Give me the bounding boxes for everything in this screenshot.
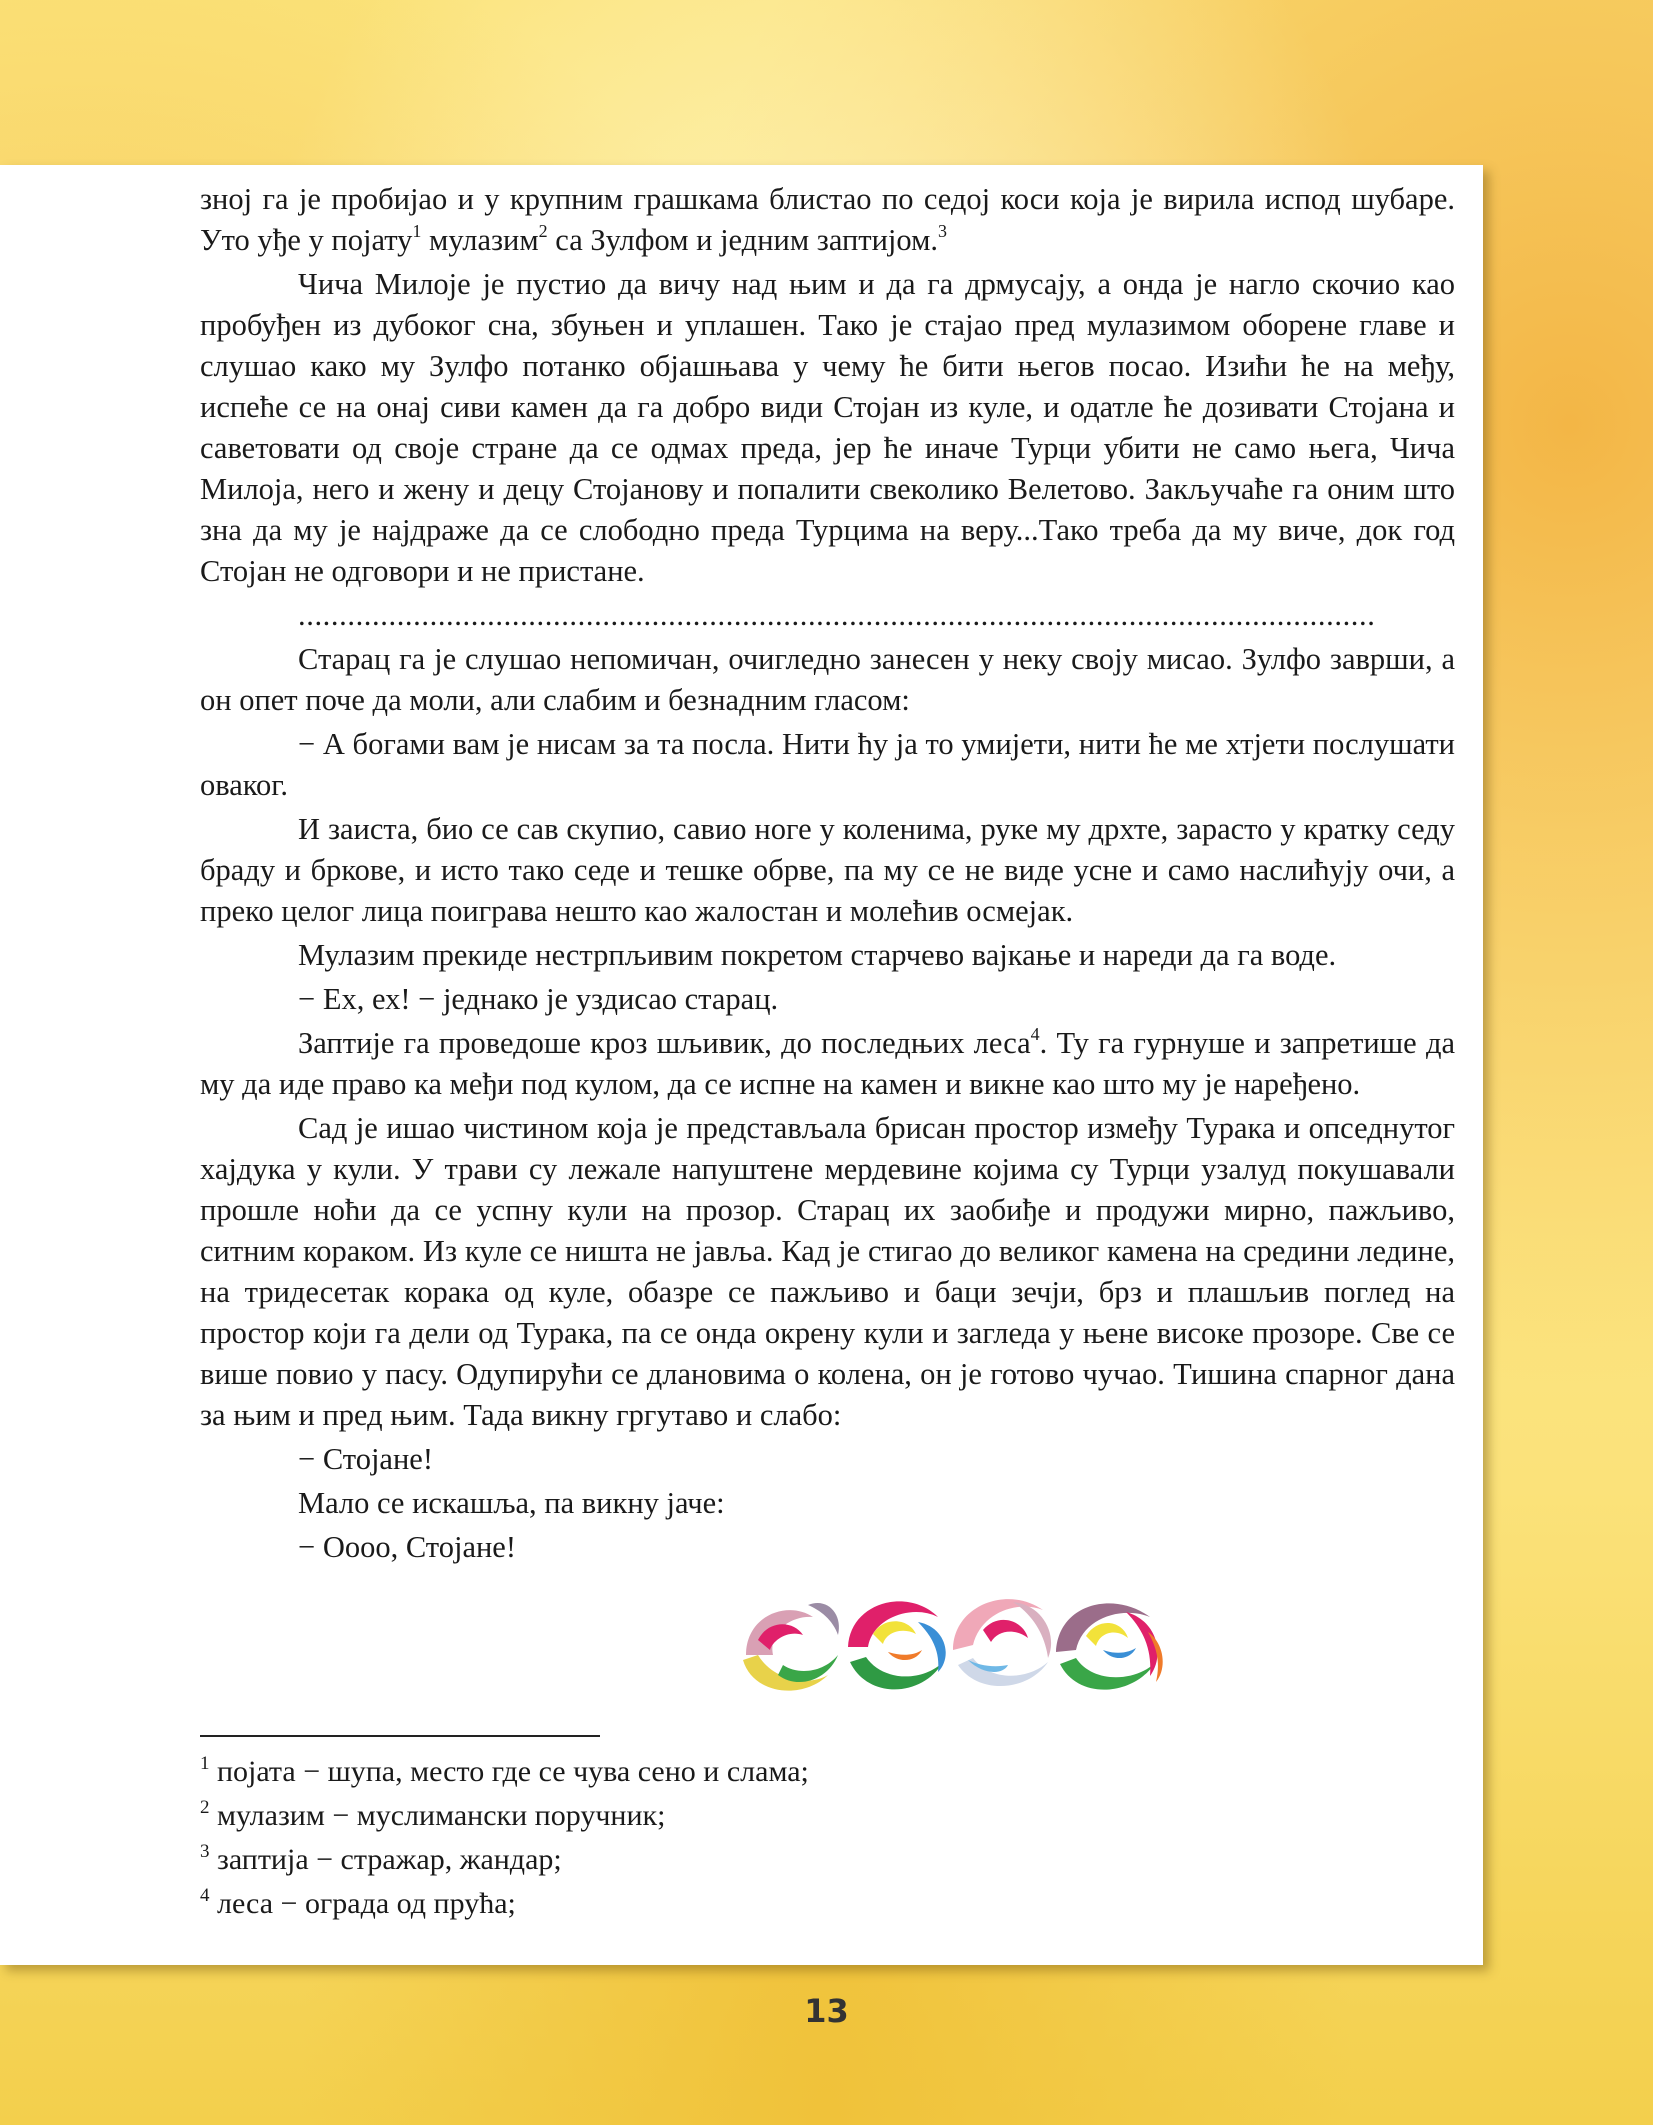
paragraph: И заиста, био се сав скупио, савио ноге у коленима, руке му дрхте, зарасто у кратку седу браду и бркове, и исто тако седе и тешке обрве, па му се не виде усне и само наслићују очи, а преко целог лица поиграва нешто као жалостан и молећив осмејак.	[200, 812, 1455, 928]
footnote-item	[200, 1882, 1200, 1926]
paragraph: Мулазим прекиде нестрпљивим покретом старчево вајкање и нареди да га воде.	[298, 938, 1337, 972]
paragraph: Заптије га проведоше кроз шљивик, до последњих леса$^4$. Ту га гурнуше и запретише да му да иде право ка међи под кулом, да се испне на камен и викне као што му је наређено.	[200, 1024, 1455, 1101]
dialogue-line: − Оооо, Стојане!	[298, 1530, 516, 1564]
footnote-separator	[200, 1735, 600, 1737]
footnote-ref: 3	[938, 221, 947, 241]
paragraph: Старац га је слушао непомичан, очигледно занесен у неку своју мисао. Зулфо заврши, а он опет поче да моли, али слабим и безнадним гласом:	[200, 642, 1455, 717]
footnote-ref: 4	[1030, 1024, 1040, 1044]
paragraph: − А богами вам је нисам за та посла. Нити ћу ја то умијети, нити ће ме хтјети послушати оваког.	[200, 727, 1455, 802]
decorative-swirl-ornament	[738, 1580, 1198, 1710]
page-number: 13	[804, 1992, 849, 2030]
swirl-3	[953, 1599, 1051, 1686]
swirl-2	[848, 1601, 946, 1689]
paragraph: Чича Милоје је пустио да вичу над њим и да га дрмусају, а онда је нагло скочио као пробуђен из дубоког сна, збуњен и уплашен. Тако је стајао пред мулазимом оборене главе и слушао како му Зулфо потанко објашњава у чему ће бити његов посао. Изићи ће на међу, испеће се на онај сиви камен да га добро види Стојан из куле, и одатле ће дозивати Стојана и саветовати од своје стране да се одмах преда, јер ће иначе Турци убити не само њега, Чича Милоја, него и жену и децу Стојанову и попалити свеколико Велетово. Закључаће га оним што зна да му је најдраже да се слободно преда Турцима на веру...Тако треба да му виче, док год Стојан не одговори и не пристане.	[200, 267, 1455, 588]
paragraph: − Ех, ех! − једнако је уздисао старац.	[298, 982, 779, 1016]
dialogue-line: − Стојане!	[298, 1442, 433, 1476]
footnote-number: 1	[200, 1753, 210, 1774]
footnote-text: леса − ограда од прућа;	[217, 1887, 516, 1920]
footnote-number: 3	[200, 1841, 210, 1862]
paragraph: зној га је пробијао и у крупним грашкама блистао по седој коси која је вирила испод шубаре. Уто уђе у појату$^1$ мулазим$^2$ са Зулфом и једним заптијом.$^3$	[200, 182, 1455, 257]
footnote-number: 4	[200, 1885, 210, 1906]
swirl-1	[743, 1603, 839, 1691]
body-text	[200, 179, 1455, 1571]
ellipsis-separator: ...................................................................................................................................	[298, 598, 1376, 632]
footnote-text: заптија − стражар, жандар;	[217, 1843, 562, 1876]
footnote-ref: 2	[538, 221, 548, 241]
swirl-4	[1056, 1603, 1163, 1689]
footnote-item	[200, 1794, 1200, 1838]
paragraph: Сад је ишао чистином која је представљала брисан простор између Турака и опседнутог хајдука у кули. У трави су лежале напуштене мердевине којима су Турци узалуд покушавали прошле ноћи да се успну кули на прозор. Старац их заобиђе и продужи мирно, пажљиво, ситним кораком. Из куле се ништа не јавља. Кад је стигао до великог камена на средини ледине, на тридесетак корака од куле, обазре се пажљиво и баци зечји, брз и плашљив поглед на простор који га дели од Турака, па се онда окрену кули и загледа у њене високе прозоре. Све се више повио у пасу. Одупирући се длановима о колена, он је готово чучао. Тишина спарног дана за њим и пред њим. Тада викну гргутаво и слабо:	[200, 1111, 1455, 1432]
footnote-text: мулазим − муслимански поручник;	[217, 1799, 666, 1832]
footnote-item	[200, 1838, 1200, 1882]
footnote-number: 2	[200, 1797, 210, 1818]
footnotes	[200, 1750, 1200, 1926]
dialogue-line: Мало се искашља, па викну јаче:	[298, 1486, 725, 1520]
footnote-text: појата − шупа, место где се чува сено и слама;	[217, 1755, 809, 1788]
dialogue-lines	[200, 1439, 1455, 1568]
footnote-ref: 1	[412, 221, 422, 241]
footnote-item	[200, 1750, 1200, 1794]
